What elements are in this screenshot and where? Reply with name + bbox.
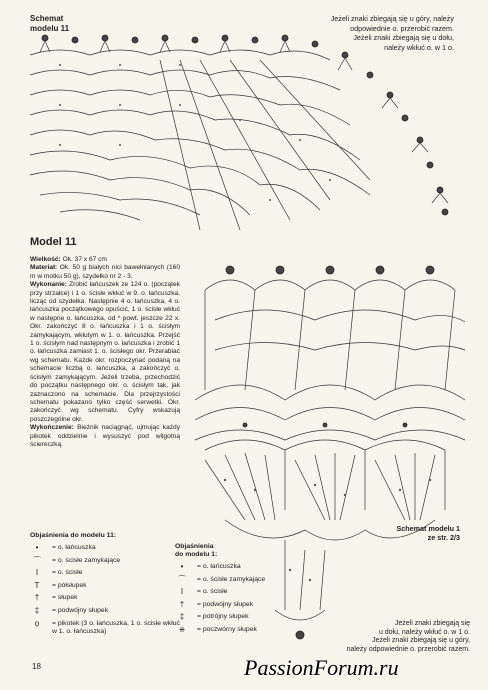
material-paragraph <box>30 264 180 281</box>
triple-treble-icon: ‡ <box>179 612 185 622</box>
note-line: odpowiednie o. przerobić razem. <box>350 23 454 33</box>
note-line: Jeżeli znaki zbiegają się <box>394 620 470 627</box>
legend-item <box>175 576 295 584</box>
single-crochet-icon: I <box>35 568 39 578</box>
legend-item <box>30 607 180 615</box>
material-label: Materiał: <box>30 264 58 272</box>
schema-11-title-line1: Schemat <box>30 14 64 23</box>
model-title: Model 11 <box>30 236 77 248</box>
caption-line: Schemat modelu 1 <box>396 524 460 533</box>
size-label: Wielkość: <box>30 256 61 263</box>
slip-stitch-icon: ⌒ <box>33 555 41 565</box>
legend-model-11 <box>30 532 180 640</box>
legend-item <box>30 582 180 590</box>
legend-item <box>30 594 180 602</box>
material-value: Ok. 50 g białych nici bawełnianych (160 m w motku 50 g), szydełko nr 2 - 3. <box>30 264 180 280</box>
legend-text: = potrójny słupek <box>197 613 249 621</box>
schema-11-title-line2: modelu 11 <box>30 24 70 33</box>
model-description <box>30 256 180 449</box>
finish-value: Bieżnik naciągnąć, ujmując każdy pikotek oddzielnie i wysuszyć pod wilgotną ściereczką. <box>30 424 180 448</box>
note-line: należy wkłuć o. w 1 o. <box>384 42 454 52</box>
size-value: Ok. 37 x 67 cm <box>62 256 107 263</box>
legend-heading-line: Objaśnienia <box>175 543 214 550</box>
page-number: 18 <box>32 662 41 671</box>
chain-stitch-icon: • <box>180 562 184 571</box>
legend-item <box>30 544 180 552</box>
treble-crochet-icon: † <box>179 599 185 609</box>
legend-item <box>175 588 295 596</box>
legend-text: = o. ścisłe zamykające <box>52 556 121 564</box>
legend-item <box>175 601 295 609</box>
chain-stitch-icon: • <box>35 543 39 552</box>
schema-1-note <box>300 620 470 654</box>
legend-text: = o. łańcuszka <box>197 563 241 570</box>
note-line: należy odpowiednie o. przerobić razem. <box>346 645 470 653</box>
legend-text: = półsłupek <box>52 581 87 589</box>
picot-icon: ọ <box>34 618 40 628</box>
legend-text: = o. łańcuszka <box>52 544 96 551</box>
note-line: Jeżeli znaki zbiegają się u góry, należy <box>330 14 454 23</box>
legend-text: = o. ścisłe <box>197 588 228 596</box>
caption-line: ze str. 2/3 <box>427 533 460 542</box>
legend-item <box>175 563 295 571</box>
legend-item <box>30 569 180 577</box>
legend-text: = o. ścisłe zamykające <box>197 575 266 583</box>
crochet-diagram-model-11 <box>0 0 488 240</box>
legend-item <box>175 613 295 621</box>
legend-text: = poczwórny słupek <box>197 625 257 633</box>
legend-text: = podwójny słupek <box>197 600 254 608</box>
schema-1-caption <box>360 524 460 542</box>
legend-text: = słupek <box>52 594 78 602</box>
legend-item <box>30 620 180 636</box>
legend-heading-line: do modelu 1: <box>175 551 218 558</box>
note-line: Jeżeli znaki zbiegają się u góry, <box>372 637 470 645</box>
double-crochet-icon: † <box>34 593 40 603</box>
work-paragraph <box>30 281 180 424</box>
note-line: Jeżeli znaki zbiegają się u dołu, <box>353 33 454 42</box>
half-double-icon: T <box>34 580 40 590</box>
work-label: Wykonanie: <box>30 281 67 289</box>
legend-text: = pikotek (3 o. łańcuszka, 1 o. ścisłe wkłuć w 1. o. łańcuszka) <box>52 619 180 635</box>
legend-text: = podwójny słupek <box>52 606 109 614</box>
size-paragraph <box>30 256 180 264</box>
legend-heading: Objaśnienia do modelu 11: <box>30 532 117 539</box>
slip-stitch-icon: ⌒ <box>178 574 186 584</box>
watermark: PassionForum.ru <box>244 655 399 680</box>
single-crochet-icon: I <box>180 587 184 597</box>
legend-item <box>30 557 180 565</box>
finish-paragraph <box>30 424 180 449</box>
legend-item <box>175 626 295 634</box>
legend-model-1 <box>175 543 295 639</box>
finish-label: Wykończenie: <box>30 424 74 432</box>
legend-text: = o. ścisłe <box>52 569 83 577</box>
legend-heading <box>175 543 295 559</box>
treble-crochet-icon: ‡ <box>34 605 40 615</box>
quadruple-treble-icon: ⧺ <box>178 624 186 634</box>
note-line: u dołu, należy wkłuć o. w 1 o. <box>378 628 470 636</box>
work-value: Zrobić łańcuszek ze 124 o. (początek przy strzałce) i 1 o. ścisłe wkłuć w 9. o. łańcuszka, licząc od szydełka. Następnie 4 o. łańcuszka, 4 o. łańcuszka początkowego opuścić, 1 o. ścisłe wkłuć w następne o. łańcuszka, od * powt. jeszcze 22 x. Okr. zakończyć 8 o. łańcuszka i 1 o. ścisłym zamykającym, wkłutym w 1. o. łańcuszka. Przejść 1 o. ścisłym nad następnym o. łańcuszka i zrobić 1 o. łańcuszka zamiast 1. o. ścisłego okr. Przerabiać wg schematu. Każde okr. rozpoczynać podaną na schemacie liczbą o. łańcuszka, a zakończyć o. ścisłym zamykającym. Jeżeli trzeba, przechodzić do początku następnego okr. o. ścisłym tak, jak zaznaczono na schemacie. Dla przejrzystości schematu pokazano tylko część serwetki. Okr. zakończyć wg schematu. Cyfry wskazują poszczególne okr. <box>30 281 180 423</box>
